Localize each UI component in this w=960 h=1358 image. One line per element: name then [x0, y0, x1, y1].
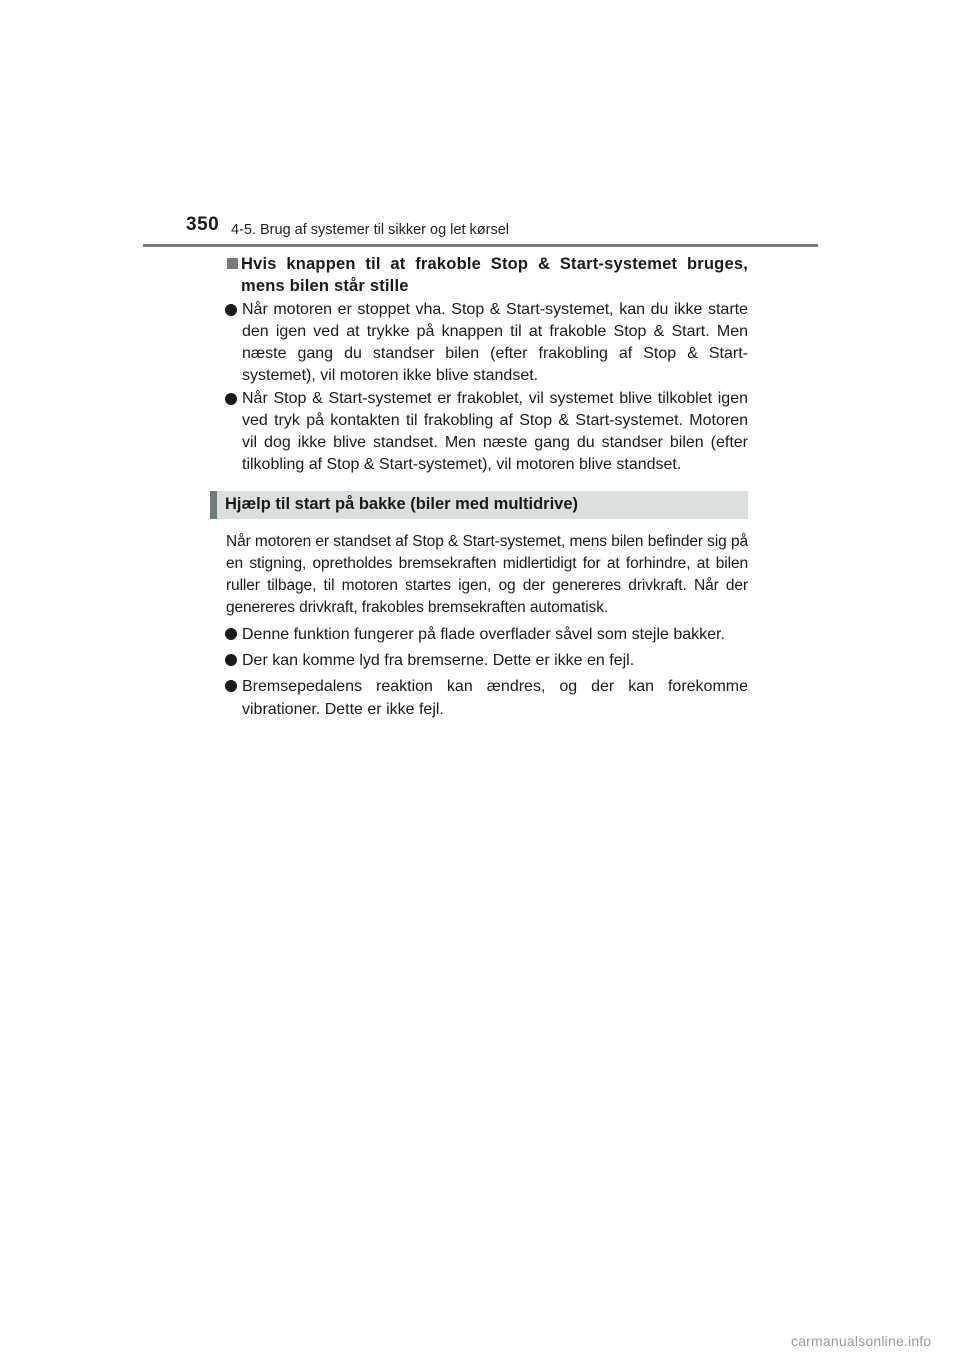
section-title: 4-5. Brug af systemer til sikker og let kørsel	[231, 222, 509, 238]
section-heading-bar	[210, 491, 748, 519]
page-content	[210, 253, 748, 724]
body-paragraph: Når motoren er standset af Stop & Start-systemet, mens bilen befinder sig på en stigning, opretholdes bremsekraften midlertidigt for at forhindre, at bilen ruller tilbage, til motoren startes igen, og der genereres drivkraft. Når der genereres drivkraft, frakobles bremsekraften automatisk.	[226, 533, 748, 616]
list-item-text: Når Stop & Start-systemet er frakoblet, vil systemet blive tilkoblet igen ved tryk på kontakten til frakobling af Stop & Start-systemet. Motoren vil dog ikke blive standset. Men næste gang du standser bilen (efter tilkobling af Stop & Start-systemet), vil motoren blive standset.	[242, 390, 748, 473]
list-item	[210, 388, 748, 476]
list-item-text: Der kan komme lyd fra bremserne. Dette er ikke en fejl.	[242, 652, 635, 669]
list-item-text: Denne funktion fungerer på flade overflader såvel som stejle bakker.	[242, 626, 725, 643]
subsection-heading	[210, 253, 748, 297]
list-item-text: Når motoren er stoppet vha. Stop & Start-systemet, kan du ikke starte den igen ved at trykke på knappen til at frakoble Stop & Start. Men næste gang du standser bilen (efter frakobling af Stop & Start-systemet), vil motoren ikke blive standset.	[242, 301, 748, 384]
list-item	[210, 299, 748, 387]
list-item	[210, 675, 748, 721]
square-bullet-icon	[227, 258, 238, 269]
page-number: 350	[186, 214, 220, 235]
header-divider	[143, 244, 818, 247]
watermark: carmanualsonline.info	[791, 1333, 932, 1349]
bullet-dot-icon	[225, 393, 237, 405]
section-heading: Hjælp til start på bakke (biler med multidrive)	[225, 495, 579, 513]
bullet-dot-icon	[225, 680, 237, 692]
bullet-dot-icon	[225, 654, 237, 666]
list-item-text: Bremsepedalens reaktion kan ændres, og der kan forekomme vibrationer. Dette er ikke fejl.	[242, 678, 748, 718]
bullet-list	[210, 623, 748, 721]
bullet-dot-icon	[225, 304, 237, 316]
subsection-heading-text: Hvis knappen til at frakoble Stop & Start-systemet bruges, mens bilen står stille	[241, 255, 748, 295]
list-item	[210, 623, 748, 646]
bullet-dot-icon	[225, 628, 237, 640]
list-item	[210, 649, 748, 672]
bullet-list	[210, 299, 748, 476]
